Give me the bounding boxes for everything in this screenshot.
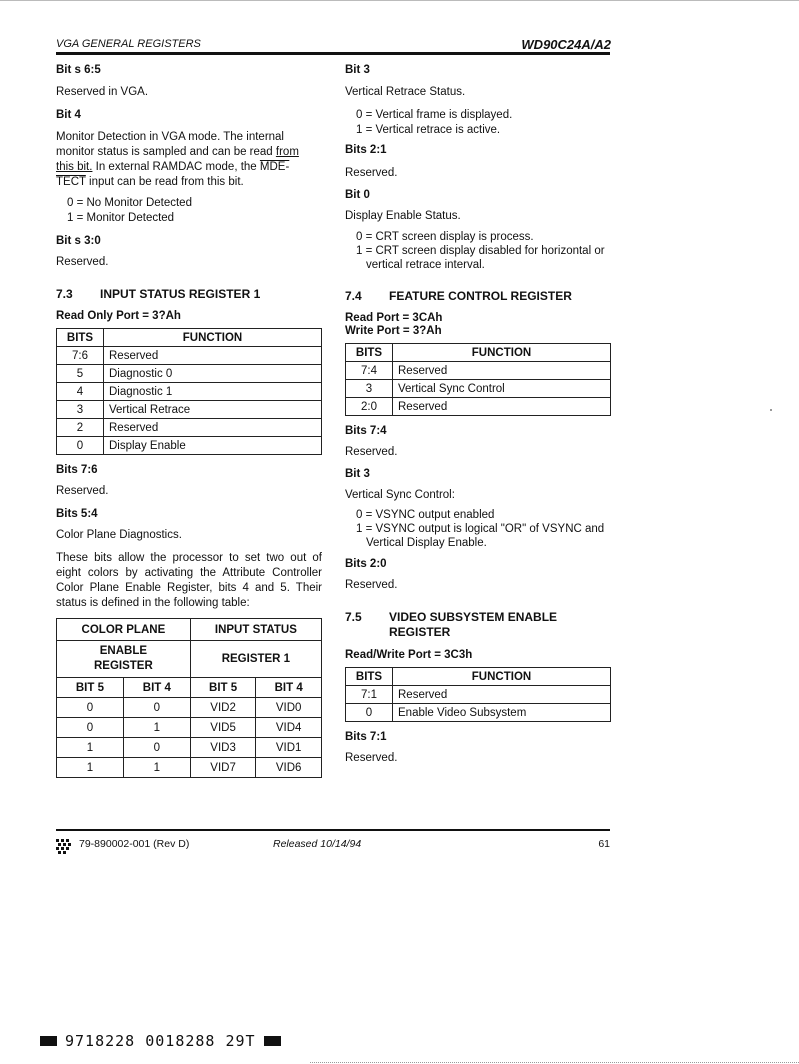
- bits-column-header: BITS: [346, 344, 393, 362]
- table-cell: VID6: [256, 758, 322, 778]
- vs-bits-7-1-text: Reserved.: [345, 752, 398, 764]
- section-7-3-heading: [56, 287, 322, 301]
- register-label: REGISTER: [94, 660, 153, 672]
- table-header-row: [57, 678, 322, 698]
- table-row: [57, 401, 322, 419]
- bits-cell: 7:1: [346, 686, 393, 704]
- input-status-register-1-table: [56, 328, 322, 455]
- bit-3-option-1: 1 = Vertical retrace is active.: [356, 124, 501, 136]
- function-column-header: FUNCTION: [393, 344, 611, 362]
- section-7-3-number: 7.3: [56, 287, 73, 301]
- function-cell: Reserved: [393, 398, 611, 416]
- table-cell: 0: [57, 698, 124, 718]
- bit-0-text: Display Enable Status.: [345, 210, 461, 222]
- bit-4-line-2-underlined: from: [275, 146, 299, 158]
- bits-6-5-heading: Bit s 6:5: [56, 64, 101, 76]
- bits-3-0-text: Reserved.: [56, 256, 109, 268]
- section-7-5-number: 7.5: [345, 610, 362, 624]
- bit-0-options: [356, 230, 611, 272]
- table-cell: 1: [123, 718, 190, 738]
- section-7-5-title: [389, 610, 557, 640]
- section-7-3-port: Read Only Port = 3?Ah: [56, 310, 181, 322]
- table-row: [57, 758, 322, 778]
- function-cell: Vertical Retrace: [104, 401, 322, 419]
- bits-cell: 2:0: [346, 398, 393, 416]
- bit-3-options: [356, 108, 611, 138]
- section-7-4-number: 7.4: [345, 289, 362, 303]
- fc-bits-2-0-text: Reserved.: [345, 579, 398, 591]
- function-cell: Reserved: [393, 686, 611, 704]
- table-cell: VID1: [256, 738, 322, 758]
- bits-cell: 3: [346, 380, 393, 398]
- bit-4-options: [67, 196, 322, 226]
- table-cell: 1: [57, 738, 124, 758]
- footer-document-number: 79-890002-001 (Rev D): [79, 838, 190, 850]
- bit-column-header: BIT 5: [57, 678, 124, 698]
- bits-cell: 0: [57, 437, 104, 455]
- enable-register-header: [57, 641, 191, 678]
- table-header-row: [57, 329, 322, 347]
- bit-3-option-0: 0 = Vertical frame is displayed.: [356, 109, 513, 121]
- fc-bit-3-option-1: 1 = VSYNC output is logical "OR" of VSYNC and Vertical Display Enable.: [356, 523, 605, 549]
- right-column: [345, 64, 611, 766]
- fc-bits-7-4-text: Reserved.: [345, 446, 398, 458]
- table-row: [346, 362, 611, 380]
- bits-7-6-text: Reserved.: [56, 485, 109, 497]
- table-row: [57, 738, 322, 758]
- barcode-mark-right: [264, 1036, 281, 1046]
- table-row: [57, 718, 322, 738]
- bit-4-line-1: Monitor Detection in VGA mode. The internal: [56, 131, 284, 143]
- bits-column-header: BITS: [57, 329, 104, 347]
- table-row: [57, 383, 322, 401]
- function-cell: Display Enable: [104, 437, 322, 455]
- input-status-header: INPUT STATUS: [190, 619, 321, 641]
- bits-cell: 4: [57, 383, 104, 401]
- table-row: [57, 437, 322, 455]
- section-7-5-title-line-2: REGISTER: [389, 625, 451, 639]
- bits-cell: 7:6: [57, 347, 104, 365]
- function-cell: Reserved: [104, 419, 322, 437]
- bits-5-4-heading: Bits 5:4: [56, 508, 98, 520]
- bits-cell: 2: [57, 419, 104, 437]
- color-plane-header: COLOR PLANE: [57, 619, 191, 641]
- bits-cell: 0: [346, 704, 393, 722]
- bits-2-1-text: Reserved.: [345, 167, 398, 179]
- bits-5-4-text: Color Plane Diagnostics.: [56, 529, 182, 541]
- table-header-row: [57, 619, 322, 641]
- function-column-header: FUNCTION: [393, 668, 611, 686]
- bit-4-line-3: [56, 160, 322, 175]
- bits-3-0-heading: Bit s 3:0: [56, 235, 101, 247]
- fc-bit-3-options: [356, 508, 611, 550]
- page-top-edge: [0, 0, 799, 1]
- header-part-number: WD90C24A/A2: [521, 37, 611, 52]
- fc-bits-7-4-heading: Bits 7:4: [345, 425, 387, 437]
- footer-rule: [56, 829, 610, 831]
- bit-4-line-4-text: input can be read from this bit.: [85, 176, 244, 188]
- table-row: [346, 380, 611, 398]
- bit-4-heading: Bit 4: [56, 109, 81, 121]
- table-cell: VID7: [190, 758, 256, 778]
- enable-label: ENABLE: [99, 645, 148, 657]
- register-1-header: REGISTER 1: [190, 641, 321, 678]
- mdetect-signal-part-1: MDE-: [259, 161, 290, 173]
- barcode-mark-left: [40, 1036, 57, 1046]
- company-logo-icon: [56, 838, 72, 854]
- function-cell: Diagnostic 1: [104, 383, 322, 401]
- bit-4-line-3-underlined: this bit.: [56, 161, 93, 173]
- function-column-header: FUNCTION: [104, 329, 322, 347]
- bits-7-6-heading: Bits 7:6: [56, 464, 98, 476]
- bit-0-option-1: 1 = CRT screen display disabled for horizontal or vertical retrace interval.: [356, 245, 605, 271]
- bits-6-5-text: Reserved in VGA.: [56, 86, 149, 98]
- table-cell: VID3: [190, 738, 256, 758]
- table-cell: VID0: [256, 698, 322, 718]
- bit-column-header: BIT 4: [256, 678, 322, 698]
- table-row: [57, 698, 322, 718]
- function-cell: Reserved: [104, 347, 322, 365]
- bit-4-option-0: 0 = No Monitor Detected: [67, 197, 192, 209]
- mdetect-signal-part-2: TECT: [56, 176, 86, 188]
- color-plane-table: [56, 618, 322, 778]
- bit-3-text: Vertical Retrace Status.: [345, 86, 466, 98]
- table-cell: VID4: [256, 718, 322, 738]
- vs-bits-7-1-heading: Bits 7:1: [345, 731, 387, 743]
- fc-bits-2-0-heading: Bits 2:0: [345, 558, 387, 570]
- barcode-text: 9718228 0018288 29T: [65, 1032, 256, 1050]
- section-7-4-title: FEATURE CONTROL REGISTER: [389, 289, 572, 303]
- bit-4-line-3-text: In external RAMDAC mode, the: [92, 161, 260, 173]
- bit-4-line-2: [56, 145, 322, 160]
- footer-release-date: Released 10/14/94: [273, 838, 362, 850]
- feature-control-register-table: [345, 343, 611, 416]
- section-7-5-heading: [345, 610, 611, 640]
- header-rule: [56, 52, 610, 55]
- fc-bit-3-text: Vertical Sync Control:: [345, 489, 455, 501]
- bit-column-header: BIT 5: [190, 678, 256, 698]
- bits-cell: 3: [57, 401, 104, 419]
- left-column: [56, 64, 322, 778]
- bits-cell: 7:4: [346, 362, 393, 380]
- bit-0-option-0: 0 = CRT screen display is process.: [356, 231, 534, 243]
- bits-column-header: BITS: [346, 668, 393, 686]
- table-row: [346, 686, 611, 704]
- table-cell: 0: [123, 698, 190, 718]
- fc-bit-3-option-0: 0 = VSYNC output enabled: [356, 509, 495, 521]
- bit-4-line-2-text: monitor status is sampled and can be read: [56, 146, 276, 158]
- section-7-4-write-port: Write Port = 3?Ah: [345, 325, 442, 337]
- table-header-row: [57, 641, 322, 678]
- bit-column-header: BIT 4: [123, 678, 190, 698]
- table-cell: VID2: [190, 698, 256, 718]
- table-cell: 1: [123, 758, 190, 778]
- table-row: [346, 398, 611, 416]
- table-row: [346, 704, 611, 722]
- scan-speck: [770, 409, 772, 411]
- table-cell: 0: [123, 738, 190, 758]
- header-section-title: VGA GENERAL REGISTERS: [56, 38, 201, 50]
- barcode-strip: [40, 1032, 281, 1050]
- table-cell: VID5: [190, 718, 256, 738]
- fc-bit-3-heading: Bit 3: [345, 468, 370, 480]
- page-bottom-edge: [310, 1062, 799, 1063]
- function-cell: Diagnostic 0: [104, 365, 322, 383]
- bit-0-heading: Bit 0: [345, 189, 370, 201]
- section-7-5-port: Read/Write Port = 3C3h: [345, 649, 473, 661]
- bits-5-4-paragraph: These bits allow the processor to set two out of eight colors by activating the Attribute Controller Color Plane Enable Register, bits 4 and 5. Their status is defined in the following table:: [56, 552, 322, 609]
- table-row: [57, 419, 322, 437]
- section-7-4-read-port: Read Port = 3CAh: [345, 312, 443, 324]
- table-cell: 1: [57, 758, 124, 778]
- table-row: [57, 347, 322, 365]
- bit-4-option-1: 1 = Monitor Detected: [67, 212, 175, 224]
- table-row: [57, 365, 322, 383]
- bit-3-heading: Bit 3: [345, 64, 370, 76]
- table-header-row: [346, 668, 611, 686]
- function-cell: Reserved: [393, 362, 611, 380]
- bits-cell: 5: [57, 365, 104, 383]
- section-7-3-title: INPUT STATUS REGISTER 1: [100, 287, 261, 301]
- function-cell: Enable Video Subsystem: [393, 704, 611, 722]
- bits-2-1-heading: Bits 2:1: [345, 144, 387, 156]
- section-7-4-heading: [345, 289, 611, 303]
- footer-page-number: 61: [598, 838, 610, 850]
- bit-4-description: [56, 130, 322, 190]
- video-subsystem-enable-table: [345, 667, 611, 722]
- table-cell: 0: [57, 718, 124, 738]
- section-7-5-title-line-1: VIDEO SUBSYSTEM ENABLE: [389, 610, 558, 624]
- function-cell: Vertical Sync Control: [393, 380, 611, 398]
- table-header-row: [346, 344, 611, 362]
- bit-4-line-4: [56, 175, 322, 190]
